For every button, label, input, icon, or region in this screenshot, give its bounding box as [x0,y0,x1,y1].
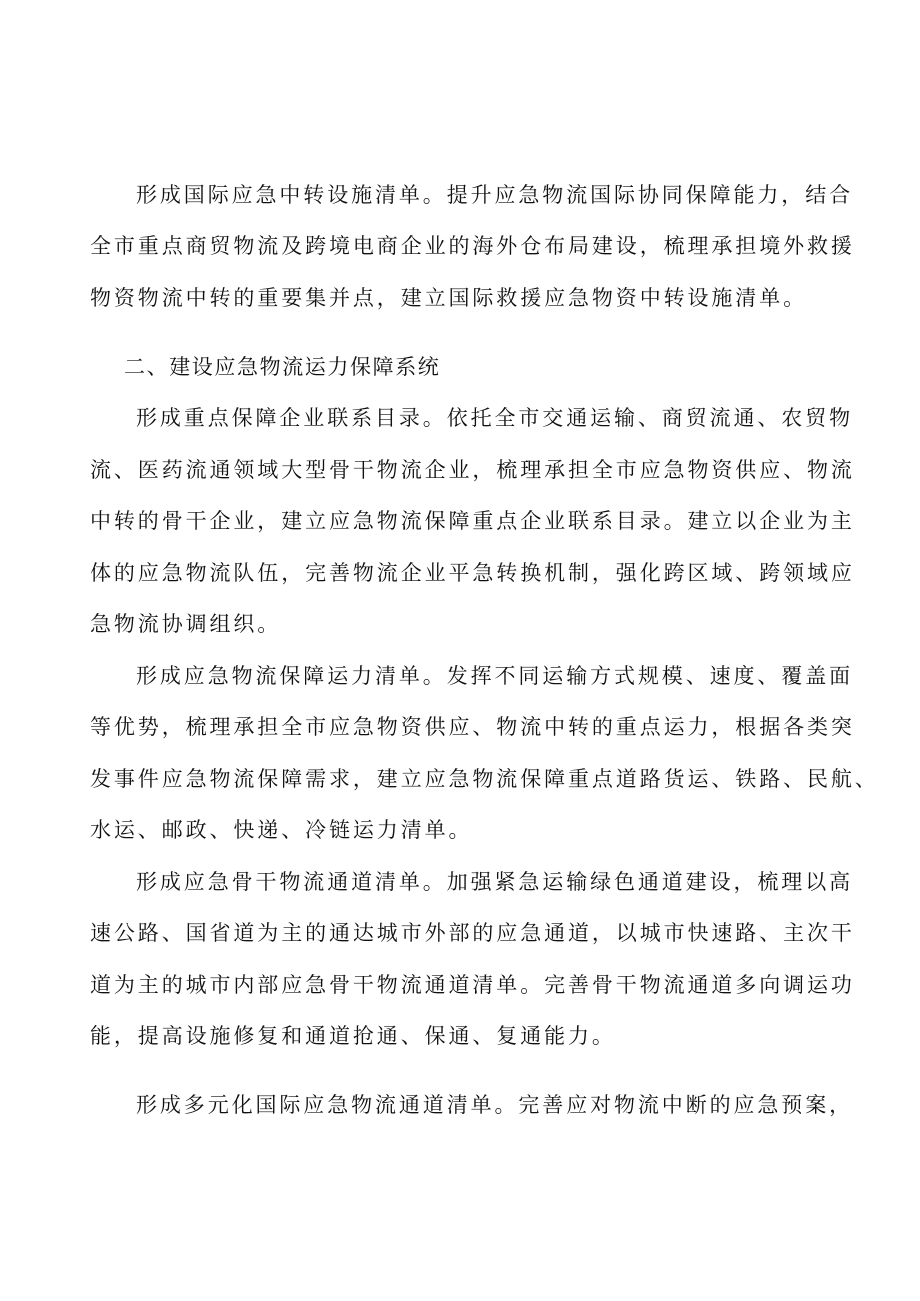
paragraph-2-line-3: 中转的骨干企业，建立应急物流保障重点企业联系目录。建立以企业为主 [90,509,855,533]
paragraph-1-line-3: 物资物流中转的重要集并点，建立国际救援应急物资中转设施清单。 [90,286,807,310]
paragraph-4-line-4: 能，提高设施修复和通道抢通、保通、复通能力。 [90,1024,616,1048]
paragraph-3-line-2: 等优势，梳理承担全市应急物资供应、物流中转的重点运力，根据各类突 [90,715,855,739]
paragraph-1-line-2: 全市重点商贸物流及跨境电商企业的海外仓布局建设，梳理承担境外救援 [90,234,855,258]
paragraph-4-line-1: 形成应急骨干物流通道清单。加强紧急运输绿色通道建设，梳理以高 [136,870,853,894]
paragraph-4-line-2: 速公路、国省道为主的通达城市外部的应急通道，以城市快速路、主次干 [90,921,855,945]
section-heading: 二、建设应急物流运力保障系统 [124,355,441,379]
paragraph-3-line-4: 水运、邮政、快递、冷链运力清单。 [90,818,473,842]
paragraph-3-line-1: 形成应急物流保障运力清单。发挥不同运输方式规模、速度、覆盖面 [136,664,853,688]
paragraph-2-line-5: 急物流协调组织。 [90,612,282,636]
paragraph-2-line-2: 流、医药流通领域大型骨干物流企业，梳理承担全市应急物资供应、物流 [90,458,855,482]
paragraph-5-line-1: 形成多元化国际应急物流通道清单。完善应对物流中断的应急预案， [136,1093,853,1117]
paragraph-4-line-3: 道为主的城市内部应急骨干物流通道清单。完善骨干物流通道多向调运功 [90,973,855,997]
paragraph-2-line-4: 体的应急物流队伍，完善物流企业平急转换机制，强化跨区域、跨领域应 [90,561,855,585]
paragraph-1-line-1: 形成国际应急中转设施清单。提升应急物流国际协同保障能力，结合 [136,183,853,207]
paragraph-2-line-1: 形成重点保障企业联系目录。依托全市交通运输、商贸流通、农贸物 [136,406,853,430]
paragraph-3-line-3: 发事件应急物流保障需求，建立应急物流保障重点道路货运、铁路、民航、 [90,767,879,791]
